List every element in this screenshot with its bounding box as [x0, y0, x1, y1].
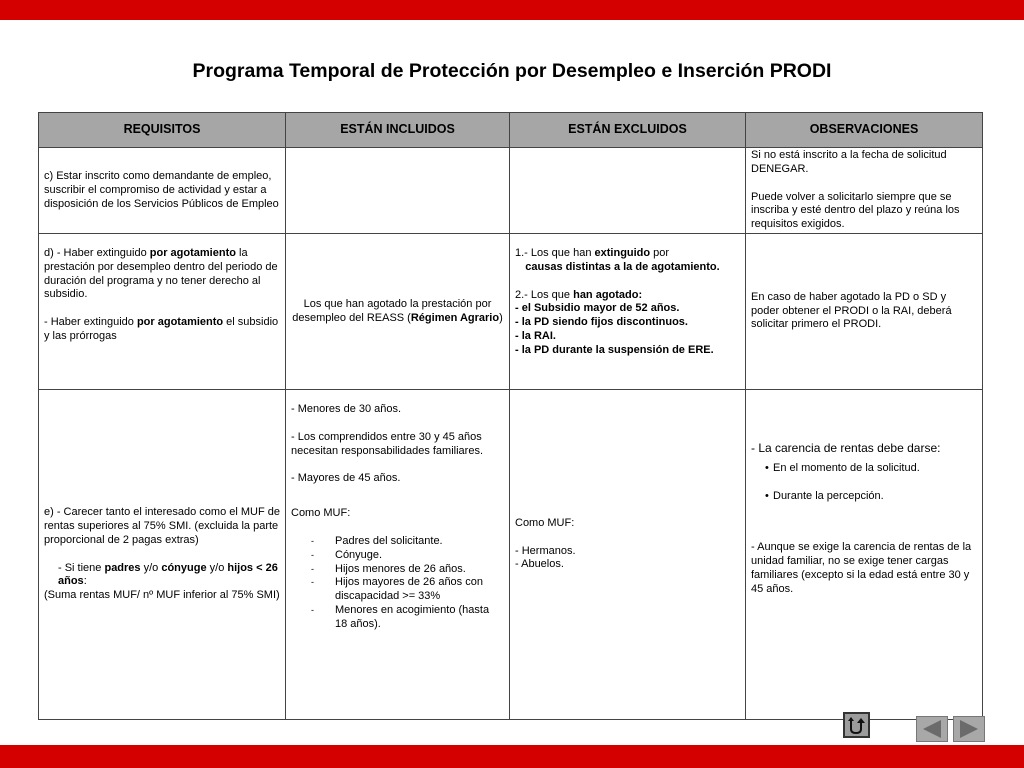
row2-incluidos — [286, 234, 510, 390]
list-item: - Hijos menores de 26 años. — [311, 563, 504, 577]
row2-excl-1: 1.- Los que han extinguido por causas distintas a la de agotamiento. — [515, 247, 720, 273]
row1-requisito-text: c) Estar inscrito como demandante de empleo, suscribir el compromiso de actividad y estar a disposición de los Servicios Públicos de Empleo — [44, 170, 279, 210]
row2-obs: En caso de haber agotado la PD o SD y poder obtener el PRODI o la RAI, deberá solicitar primero el PRODI. — [751, 290, 952, 331]
page-title: Programa Temporal de Protección por Desempleo e Inserción PRODI — [192, 60, 832, 82]
return-button[interactable] — [843, 712, 870, 738]
row2-incl-text: Los que han agotado la prestación por desempleo del REASS (Régimen Agrario) — [292, 297, 503, 324]
row3-excluidos — [510, 390, 746, 720]
row3-excl-1: - Hermanos. — [515, 544, 576, 557]
prev-button[interactable] — [916, 716, 948, 742]
row1-excluidos — [510, 148, 746, 234]
row3-incl-2: - Los comprendidos entre 30 y 45 años necesitan responsabilidades familiares. — [291, 430, 483, 457]
table-header-row — [39, 113, 983, 148]
header-observaciones: OBSERVACIONES — [746, 113, 983, 148]
header-requisitos: REQUISITOS — [39, 113, 286, 148]
list-item: - el Subsidio mayor de 52 años. — [515, 302, 680, 315]
table-row — [39, 148, 983, 234]
row1-observaciones — [746, 148, 983, 234]
row3-req-1: e) - Carecer tanto el interesado como el MUF de rentas superiores al 75% SMI. (excluida la parte proporcional de 2 pagas extras) — [44, 506, 280, 546]
bottom-red-bar — [0, 745, 1024, 768]
row1-incluidos — [286, 148, 510, 234]
list-item: - la PD durante la suspensión de ERE. — [515, 343, 714, 356]
row2-req-a: d) - Haber extinguido por agotamiento la prestación por desempleo dentro del periodo de duración del programa y no tener derecho al subsidio. — [44, 247, 278, 301]
top-red-bar — [0, 0, 1024, 20]
row2-requisito — [39, 234, 286, 390]
header-incluidos: ESTÁN INCLUIDOS — [286, 113, 510, 148]
triangle-right-icon — [954, 717, 984, 741]
row3-excl-2: - Abuelos. — [515, 558, 564, 571]
list-item: - Padres del solicitante. — [311, 535, 504, 549]
requirements-table — [38, 112, 983, 720]
row3-excl-muf: Como MUF: — [515, 516, 575, 529]
row3-obs-2: - Aunque se exige la carencia de rentas de la unidad familiar, no se exige tener cargas familiares (excepto si la edad está entre 30 y 45 años. — [751, 541, 972, 595]
row3-obs-head: - La carencia de rentas debe darse: — [751, 441, 941, 455]
row2-excluidos — [510, 234, 746, 390]
list-item: - Hijos mayores de 26 años con discapacidad >= 33% — [311, 576, 504, 604]
list-item: • Durante la percepción. — [765, 490, 977, 504]
list-item: - Menores en acogimiento (hasta 18 años). — [311, 604, 504, 632]
row3-obs-list — [751, 462, 977, 504]
header-excluidos: ESTÁN EXCLUIDOS — [510, 113, 746, 148]
row3-req-3: (Suma rentas MUF/ nº MUF inferior al 75% SMI) — [44, 589, 280, 602]
row3-incl-3: - Mayores de 45 años. — [291, 472, 401, 485]
row3-requisito — [39, 390, 286, 720]
row3-observaciones — [746, 390, 983, 720]
list-item: - la PD siendo fijos discontinuos. — [515, 316, 688, 329]
row1-requisito — [39, 148, 286, 234]
return-arrow-icon — [845, 714, 868, 736]
list-item: - Cónyuge. — [311, 549, 504, 563]
table-row — [39, 234, 983, 390]
list-item: - la RAI. — [515, 329, 556, 342]
list-item: • En el momento de la solicitud. — [765, 462, 977, 476]
row2-excl-2: 2.- Los que han agotado: — [515, 288, 643, 301]
row3-incl-1: - Menores de 30 años. — [291, 403, 402, 415]
row3-incl-list — [291, 535, 504, 632]
row1-obs-2: Puede volver a solicitarlo siempre que se inscriba y esté dentro del plazo y reúna los requisitos exigidos. — [751, 190, 960, 231]
table-row — [39, 390, 983, 720]
next-button[interactable] — [953, 716, 985, 742]
row1-obs-1: Si no está inscrito a la fecha de solicitud DENEGAR. — [751, 149, 947, 175]
triangle-left-icon — [917, 717, 947, 741]
row3-incluidos — [286, 390, 510, 720]
row2-req-b: - Haber extinguido por agotamiento el subsidio y las prórrogas — [44, 316, 279, 342]
row3-incl-muf: Como MUF: — [291, 507, 351, 520]
row3-req-2: - Si tiene padres y/o cónyuge y/o hijos < 26 años: — [58, 561, 278, 588]
row2-observaciones — [746, 234, 983, 390]
